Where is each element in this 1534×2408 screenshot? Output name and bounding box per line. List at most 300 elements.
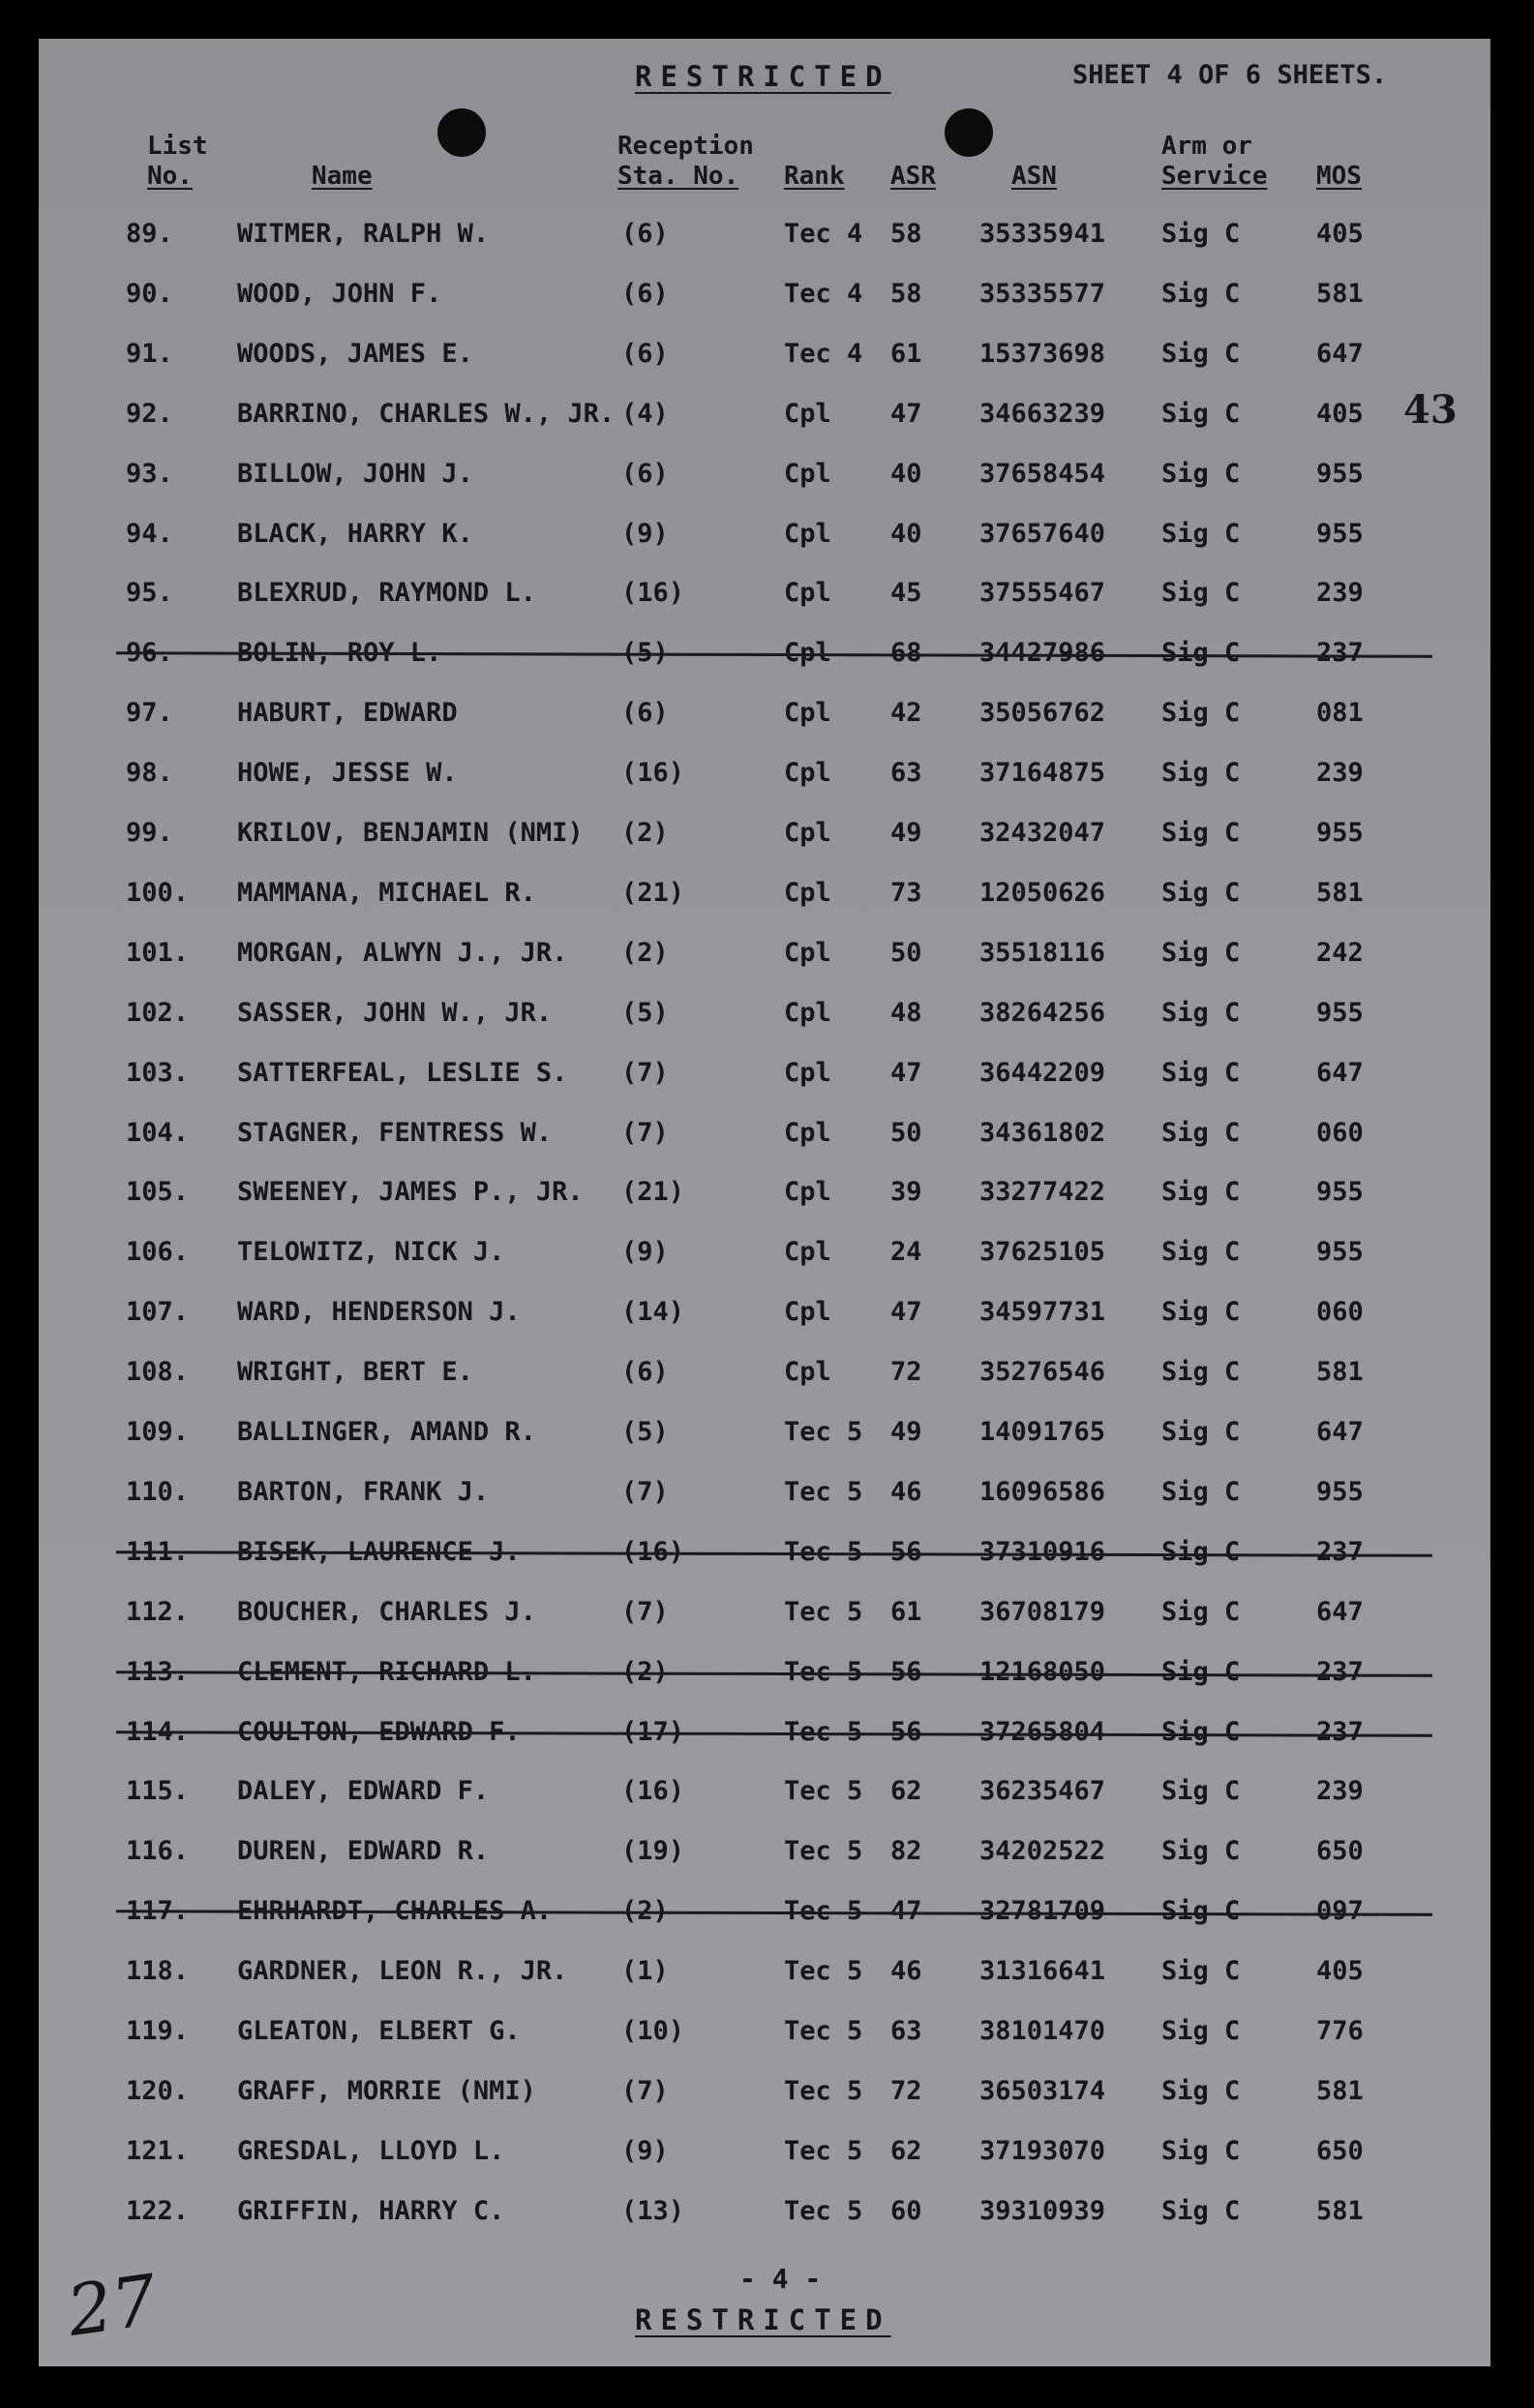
punch-hole <box>437 108 486 157</box>
cell-mos: 060 <box>1316 1297 1364 1327</box>
cell-list-no: 113. <box>126 1657 190 1687</box>
cell-arm: Sig C <box>1161 2136 1241 2166</box>
cell-mos: 581 <box>1316 878 1364 908</box>
cell-mos: 581 <box>1316 2076 1364 2106</box>
cell-asr: 46 <box>890 1477 922 1507</box>
classification-footer: RESTRICTED <box>635 2303 891 2336</box>
cell-list-no: 102. <box>126 998 190 1028</box>
cell-list-no: 90. <box>126 279 173 309</box>
cell-sta: (5) <box>621 998 669 1028</box>
table-row <box>39 219 1490 257</box>
cell-mos: 237 <box>1316 1717 1364 1747</box>
cell-sta: (7) <box>621 1597 669 1627</box>
cell-asr: 56 <box>890 1537 922 1567</box>
cell-sta: (9) <box>621 1237 669 1267</box>
cell-name: TELOWITZ, NICK J. <box>237 1237 505 1267</box>
table-row <box>39 1477 1490 1516</box>
cell-sta: (7) <box>621 1118 669 1148</box>
cell-name: DALEY, EDWARD F. <box>237 1776 490 1806</box>
table-row <box>39 519 1490 557</box>
header-name: Name <box>312 162 373 191</box>
cell-mos: 776 <box>1316 2016 1364 2046</box>
margin-page-number: 43 <box>1403 387 1458 433</box>
table-row <box>39 1118 1490 1157</box>
cell-mos: 581 <box>1316 1357 1364 1387</box>
cell-name: BOLIN, ROY L. <box>237 638 442 668</box>
cell-asn: 31316641 <box>979 1956 1106 1986</box>
cell-sta: (7) <box>621 1058 669 1088</box>
cell-list-no: 106. <box>126 1237 190 1267</box>
cell-arm: Sig C <box>1161 1836 1241 1866</box>
cell-sta: (4) <box>621 399 669 429</box>
cell-name: EHRHARDT, CHARLES A. <box>237 1896 553 1926</box>
table-row <box>39 1956 1490 1995</box>
cell-arm: Sig C <box>1161 818 1241 848</box>
cell-name: GRAFF, MORRIE (NMI) <box>237 2076 536 2106</box>
table-row <box>39 998 1490 1037</box>
cell-list-no: 118. <box>126 1956 190 1986</box>
cell-rank: Tec 5 <box>784 1417 863 1447</box>
cell-sta: (6) <box>621 698 669 728</box>
cell-sta: (19) <box>621 1836 685 1866</box>
cell-arm: Sig C <box>1161 578 1241 608</box>
cell-asn: 34361802 <box>979 1118 1106 1148</box>
cell-sta: (9) <box>621 2136 669 2166</box>
cell-arm: Sig C <box>1161 1237 1241 1267</box>
cell-asr: 62 <box>890 2136 922 2166</box>
cell-asr: 40 <box>890 459 922 489</box>
cell-sta: (2) <box>621 938 669 968</box>
cell-arm: Sig C <box>1161 1717 1241 1747</box>
cell-sta: (13) <box>621 2196 685 2226</box>
cell-mos: 650 <box>1316 1836 1364 1866</box>
cell-mos: 060 <box>1316 1118 1364 1148</box>
cell-asn: 37310916 <box>979 1537 1106 1567</box>
cell-sta: (6) <box>621 339 669 369</box>
cell-arm: Sig C <box>1161 219 1241 249</box>
cell-rank: Cpl <box>784 399 831 429</box>
cell-asr: 47 <box>890 399 922 429</box>
cell-rank: Cpl <box>784 1357 831 1387</box>
cell-asr: 58 <box>890 219 922 249</box>
cell-name: WARD, HENDERSON J. <box>237 1297 521 1327</box>
cell-list-no: 116. <box>126 1836 190 1866</box>
cell-name: GARDNER, LEON R., JR. <box>237 1956 568 1986</box>
cell-arm: Sig C <box>1161 1597 1241 1627</box>
cell-rank: Tec 5 <box>784 2196 863 2226</box>
cell-mos: 405 <box>1316 219 1364 249</box>
table-row <box>39 878 1490 917</box>
cell-mos: 581 <box>1316 279 1364 309</box>
cell-list-no: 122. <box>126 2196 190 2226</box>
cell-asr: 73 <box>890 878 922 908</box>
cell-rank: Cpl <box>784 1058 831 1088</box>
cell-name: BILLOW, JOHN J. <box>237 459 473 489</box>
cell-rank: Tec 5 <box>784 2016 863 2046</box>
cell-sta: (2) <box>621 1896 669 1926</box>
cell-rank: Cpl <box>784 818 831 848</box>
cell-rank: Cpl <box>784 1177 831 1207</box>
cell-mos: 955 <box>1316 998 1364 1028</box>
cell-sta: (17) <box>621 1717 685 1747</box>
cell-arm: Sig C <box>1161 1477 1241 1507</box>
cell-mos: 405 <box>1316 1956 1364 1986</box>
cell-sta: (21) <box>621 878 685 908</box>
cell-mos: 237 <box>1316 1537 1364 1567</box>
cell-asn: 36503174 <box>979 2076 1106 2106</box>
cell-sta: (16) <box>621 1776 685 1806</box>
cell-rank: Cpl <box>784 938 831 968</box>
table-row <box>39 578 1490 617</box>
cell-asn: 36442209 <box>979 1058 1106 1088</box>
cell-rank: Tec 5 <box>784 2076 863 2106</box>
header-rank: Rank <box>784 162 845 191</box>
cell-mos: 647 <box>1316 1417 1364 1447</box>
cell-mos: 650 <box>1316 2136 1364 2166</box>
table-row-struck <box>39 1896 1490 1935</box>
cell-name: WOOD, JOHN F. <box>237 279 442 309</box>
table-row <box>39 1776 1490 1815</box>
cell-name: GRESDAL, LLOYD L. <box>237 2136 505 2166</box>
cell-rank: Tec 5 <box>784 1776 863 1806</box>
table-row <box>39 339 1490 377</box>
cell-mos: 955 <box>1316 1237 1364 1267</box>
cell-list-no: 108. <box>126 1357 190 1387</box>
cell-name: SASSER, JOHN W., JR. <box>237 998 553 1028</box>
cell-asn: 38101470 <box>979 2016 1106 2046</box>
table-row <box>39 1597 1490 1636</box>
cell-arm: Sig C <box>1161 878 1241 908</box>
cell-sta: (1) <box>621 1956 669 1986</box>
cell-asn: 12050626 <box>979 878 1106 908</box>
header-asr: ASR <box>890 162 936 191</box>
cell-arm: Sig C <box>1161 758 1241 788</box>
cell-rank: Cpl <box>784 1237 831 1267</box>
cell-name: BLACK, HARRY K. <box>237 519 473 549</box>
header-arm-service: Arm or Service <box>1161 132 1268 191</box>
cell-list-no: 99. <box>126 818 173 848</box>
table-row <box>39 1836 1490 1875</box>
cell-arm: Sig C <box>1161 1058 1241 1088</box>
cell-asr: 63 <box>890 758 922 788</box>
table-row <box>39 1058 1490 1097</box>
cell-mos: 242 <box>1316 938 1364 968</box>
cell-rank: Cpl <box>784 1297 831 1327</box>
cell-asr: 68 <box>890 638 922 668</box>
cell-list-no: 119. <box>126 2016 190 2046</box>
cell-arm: Sig C <box>1161 638 1241 668</box>
cell-name: BISEK, LAURENCE J. <box>237 1537 521 1567</box>
table-row <box>39 279 1490 317</box>
cell-arm: Sig C <box>1161 1896 1241 1926</box>
cell-name: COULTON, EDWARD F. <box>237 1717 521 1747</box>
cell-name: MORGAN, ALWYN J., JR. <box>237 938 568 968</box>
cell-arm: Sig C <box>1161 519 1241 549</box>
cell-mos: 647 <box>1316 1597 1364 1627</box>
cell-mos: 647 <box>1316 339 1364 369</box>
cell-mos: 955 <box>1316 519 1364 549</box>
cell-asr: 48 <box>890 998 922 1028</box>
cell-asr: 61 <box>890 339 922 369</box>
cell-sta: (6) <box>621 279 669 309</box>
cell-name: CLEMENT, RICHARD L. <box>237 1657 536 1687</box>
cell-list-no: 100. <box>126 878 190 908</box>
cell-list-no: 103. <box>126 1058 190 1088</box>
table-row <box>39 459 1490 497</box>
page-number: - 4 - <box>739 2263 822 2295</box>
cell-arm: Sig C <box>1161 1118 1241 1148</box>
cell-rank: Cpl <box>784 578 831 608</box>
cell-sta: (7) <box>621 1477 669 1507</box>
cell-asn: 33277422 <box>979 1177 1106 1207</box>
cell-arm: Sig C <box>1161 2196 1241 2226</box>
cell-asn: 37657640 <box>979 519 1106 549</box>
cell-name: MAMMANA, MICHAEL R. <box>237 878 536 908</box>
cell-list-no: 104. <box>126 1118 190 1148</box>
cell-asr: 56 <box>890 1717 922 1747</box>
cell-mos: 081 <box>1316 698 1364 728</box>
cell-asn: 15373698 <box>979 339 1106 369</box>
table-row <box>39 2196 1490 2235</box>
sheet-indicator: SHEET 4 OF 6 SHEETS. <box>1072 60 1388 90</box>
cell-mos: 237 <box>1316 638 1364 668</box>
cell-arm: Sig C <box>1161 339 1241 369</box>
punch-hole <box>945 108 993 157</box>
cell-list-no: 111. <box>126 1537 190 1567</box>
cell-list-no: 114. <box>126 1717 190 1747</box>
header-mos: MOS <box>1316 162 1362 191</box>
cell-arm: Sig C <box>1161 1297 1241 1327</box>
cell-mos: 647 <box>1316 1058 1364 1088</box>
cell-list-no: 115. <box>126 1776 190 1806</box>
cell-name: BARTON, FRANK J. <box>237 1477 490 1507</box>
cell-name: SWEENEY, JAMES P., JR. <box>237 1177 584 1207</box>
cell-asn: 34427986 <box>979 638 1106 668</box>
cell-rank: Tec 4 <box>784 339 863 369</box>
cell-asn: 37265804 <box>979 1717 1106 1747</box>
cell-list-no: 95. <box>126 578 173 608</box>
cell-list-no: 89. <box>126 219 173 249</box>
document-page <box>39 39 1490 2366</box>
cell-asr: 50 <box>890 1118 922 1148</box>
cell-name: WRIGHT, BERT E. <box>237 1357 473 1387</box>
cell-asn: 37164875 <box>979 758 1106 788</box>
table-row <box>39 938 1490 977</box>
table-row-struck <box>39 638 1490 677</box>
cell-rank: Tec 5 <box>784 1717 863 1747</box>
cell-mos: 405 <box>1316 399 1364 429</box>
table-row-struck <box>39 1537 1490 1576</box>
cell-name: BLEXRUD, RAYMOND L. <box>237 578 536 608</box>
cell-asr: 60 <box>890 2196 922 2226</box>
cell-list-no: 96. <box>126 638 173 668</box>
table-row <box>39 1357 1490 1396</box>
cell-rank: Cpl <box>784 638 831 668</box>
classification-header: RESTRICTED <box>635 60 891 93</box>
cell-list-no: 107. <box>126 1297 190 1327</box>
cell-arm: Sig C <box>1161 938 1241 968</box>
cell-asn: 39310939 <box>979 2196 1106 2226</box>
cell-sta: (10) <box>621 2016 685 2046</box>
cell-mos: 239 <box>1316 758 1364 788</box>
cell-asr: 24 <box>890 1237 922 1267</box>
cell-asn: 35335577 <box>979 279 1106 309</box>
cell-list-no: 97. <box>126 698 173 728</box>
cell-rank: Tec 5 <box>784 1657 863 1687</box>
cell-name: GRIFFIN, HARRY C. <box>237 2196 505 2226</box>
cell-sta: (6) <box>621 219 669 249</box>
cell-list-no: 117. <box>126 1896 190 1926</box>
cell-rank: Cpl <box>784 519 831 549</box>
cell-mos: 239 <box>1316 1776 1364 1806</box>
cell-sta: (6) <box>621 1357 669 1387</box>
cell-asr: 63 <box>890 2016 922 2046</box>
cell-asr: 49 <box>890 818 922 848</box>
cell-rank: Cpl <box>784 758 831 788</box>
cell-name: DUREN, EDWARD R. <box>237 1836 490 1866</box>
cell-asr: 56 <box>890 1657 922 1687</box>
cell-asn: 34202522 <box>979 1836 1106 1866</box>
cell-rank: Tec 5 <box>784 1537 863 1567</box>
cell-sta: (7) <box>621 2076 669 2106</box>
cell-list-no: 121. <box>126 2136 190 2166</box>
cell-name: HABURT, EDWARD <box>237 698 458 728</box>
cell-name: BARRINO, CHARLES W., JR. <box>237 399 616 429</box>
cell-list-no: 105. <box>126 1177 190 1207</box>
cell-mos: 581 <box>1316 2196 1364 2226</box>
table-row <box>39 2016 1490 2055</box>
header-list-no: List No. <box>147 132 208 191</box>
cell-mos: 955 <box>1316 818 1364 848</box>
cell-list-no: 93. <box>126 459 173 489</box>
cell-asr: 72 <box>890 1357 922 1387</box>
cell-asr: 42 <box>890 698 922 728</box>
table-row <box>39 698 1490 737</box>
cell-asn: 37555467 <box>979 578 1106 608</box>
table-row <box>39 399 1490 437</box>
cell-sta: (5) <box>621 638 669 668</box>
cell-name: GLEATON, ELBERT G. <box>237 2016 521 2046</box>
cell-arm: Sig C <box>1161 1776 1241 1806</box>
table-row <box>39 1177 1490 1216</box>
cell-list-no: 112. <box>126 1597 190 1627</box>
cell-rank: Cpl <box>784 1118 831 1148</box>
cell-asr: 47 <box>890 1058 922 1088</box>
cell-asn: 37658454 <box>979 459 1106 489</box>
cell-asr: 45 <box>890 578 922 608</box>
cell-asn: 34597731 <box>979 1297 1106 1327</box>
cell-asn: 36708179 <box>979 1597 1106 1627</box>
cell-sta: (9) <box>621 519 669 549</box>
cell-arm: Sig C <box>1161 1657 1241 1687</box>
cell-arm: Sig C <box>1161 459 1241 489</box>
cell-asr: 61 <box>890 1597 922 1627</box>
table-row <box>39 2136 1490 2175</box>
cell-rank: Tec 4 <box>784 219 863 249</box>
cell-mos: 239 <box>1316 578 1364 608</box>
cell-rank: Cpl <box>784 878 831 908</box>
cell-name: KRILOV, BENJAMIN (NMI) <box>237 818 584 848</box>
cell-asn: 35276546 <box>979 1357 1106 1387</box>
cell-arm: Sig C <box>1161 2076 1241 2106</box>
cell-rank: Tec 5 <box>784 1896 863 1926</box>
table-row <box>39 758 1490 797</box>
cell-sta: (16) <box>621 1537 685 1567</box>
cell-name: WITMER, RALPH W. <box>237 219 490 249</box>
cell-asn: 35056762 <box>979 698 1106 728</box>
table-row-struck <box>39 1717 1490 1756</box>
cell-list-no: 101. <box>126 938 190 968</box>
cell-asn: 14091765 <box>979 1417 1106 1447</box>
cell-mos: 097 <box>1316 1896 1364 1926</box>
cell-name: STAGNER, FENTRESS W. <box>237 1118 553 1148</box>
cell-asn: 38264256 <box>979 998 1106 1028</box>
cell-name: SATTERFEAL, LESLIE S. <box>237 1058 568 1088</box>
cell-asn: 36235467 <box>979 1776 1106 1806</box>
cell-rank: Tec 5 <box>784 1956 863 1986</box>
cell-name: WOODS, JAMES E. <box>237 339 473 369</box>
cell-sta: (5) <box>621 1417 669 1447</box>
cell-arm: Sig C <box>1161 1417 1241 1447</box>
table-row <box>39 818 1490 857</box>
cell-list-no: 91. <box>126 339 173 369</box>
cell-name: HOWE, JESSE W. <box>237 758 458 788</box>
cell-sta: (21) <box>621 1177 685 1207</box>
cell-arm: Sig C <box>1161 1177 1241 1207</box>
header-reception: Reception Sta. No. <box>617 132 754 191</box>
cell-rank: Cpl <box>784 459 831 489</box>
table-row-struck <box>39 1657 1490 1696</box>
cell-asr: 58 <box>890 279 922 309</box>
cell-asn: 35518116 <box>979 938 1106 968</box>
cell-sta: (14) <box>621 1297 685 1327</box>
cell-arm: Sig C <box>1161 698 1241 728</box>
cell-name: BALLINGER, AMAND R. <box>237 1417 536 1447</box>
cell-mos: 955 <box>1316 459 1364 489</box>
cell-rank: Cpl <box>784 998 831 1028</box>
cell-list-no: 110. <box>126 1477 190 1507</box>
cell-rank: Tec 5 <box>784 1597 863 1627</box>
cell-sta: (2) <box>621 818 669 848</box>
cell-asr: 62 <box>890 1776 922 1806</box>
cell-asn: 32781709 <box>979 1896 1106 1926</box>
handwritten-note: 27 <box>62 2259 163 2352</box>
cell-arm: Sig C <box>1161 1357 1241 1387</box>
cell-asr: 39 <box>890 1177 922 1207</box>
cell-arm: Sig C <box>1161 1956 1241 1986</box>
cell-mos: 955 <box>1316 1477 1364 1507</box>
cell-rank: Cpl <box>784 698 831 728</box>
cell-sta: (6) <box>621 459 669 489</box>
cell-asr: 47 <box>890 1896 922 1926</box>
cell-sta: (16) <box>621 758 685 788</box>
cell-mos: 955 <box>1316 1177 1364 1207</box>
cell-sta: (16) <box>621 578 685 608</box>
cell-asr: 49 <box>890 1417 922 1447</box>
cell-asr: 50 <box>890 938 922 968</box>
table-row <box>39 1417 1490 1456</box>
cell-asn: 37625105 <box>979 1237 1106 1267</box>
cell-asn: 35335941 <box>979 219 1106 249</box>
cell-asr: 47 <box>890 1297 922 1327</box>
cell-asn: 34663239 <box>979 399 1106 429</box>
table-row <box>39 2076 1490 2115</box>
cell-asn: 12168050 <box>979 1657 1106 1687</box>
cell-arm: Sig C <box>1161 2016 1241 2046</box>
cell-list-no: 94. <box>126 519 173 549</box>
cell-arm: Sig C <box>1161 279 1241 309</box>
cell-arm: Sig C <box>1161 399 1241 429</box>
